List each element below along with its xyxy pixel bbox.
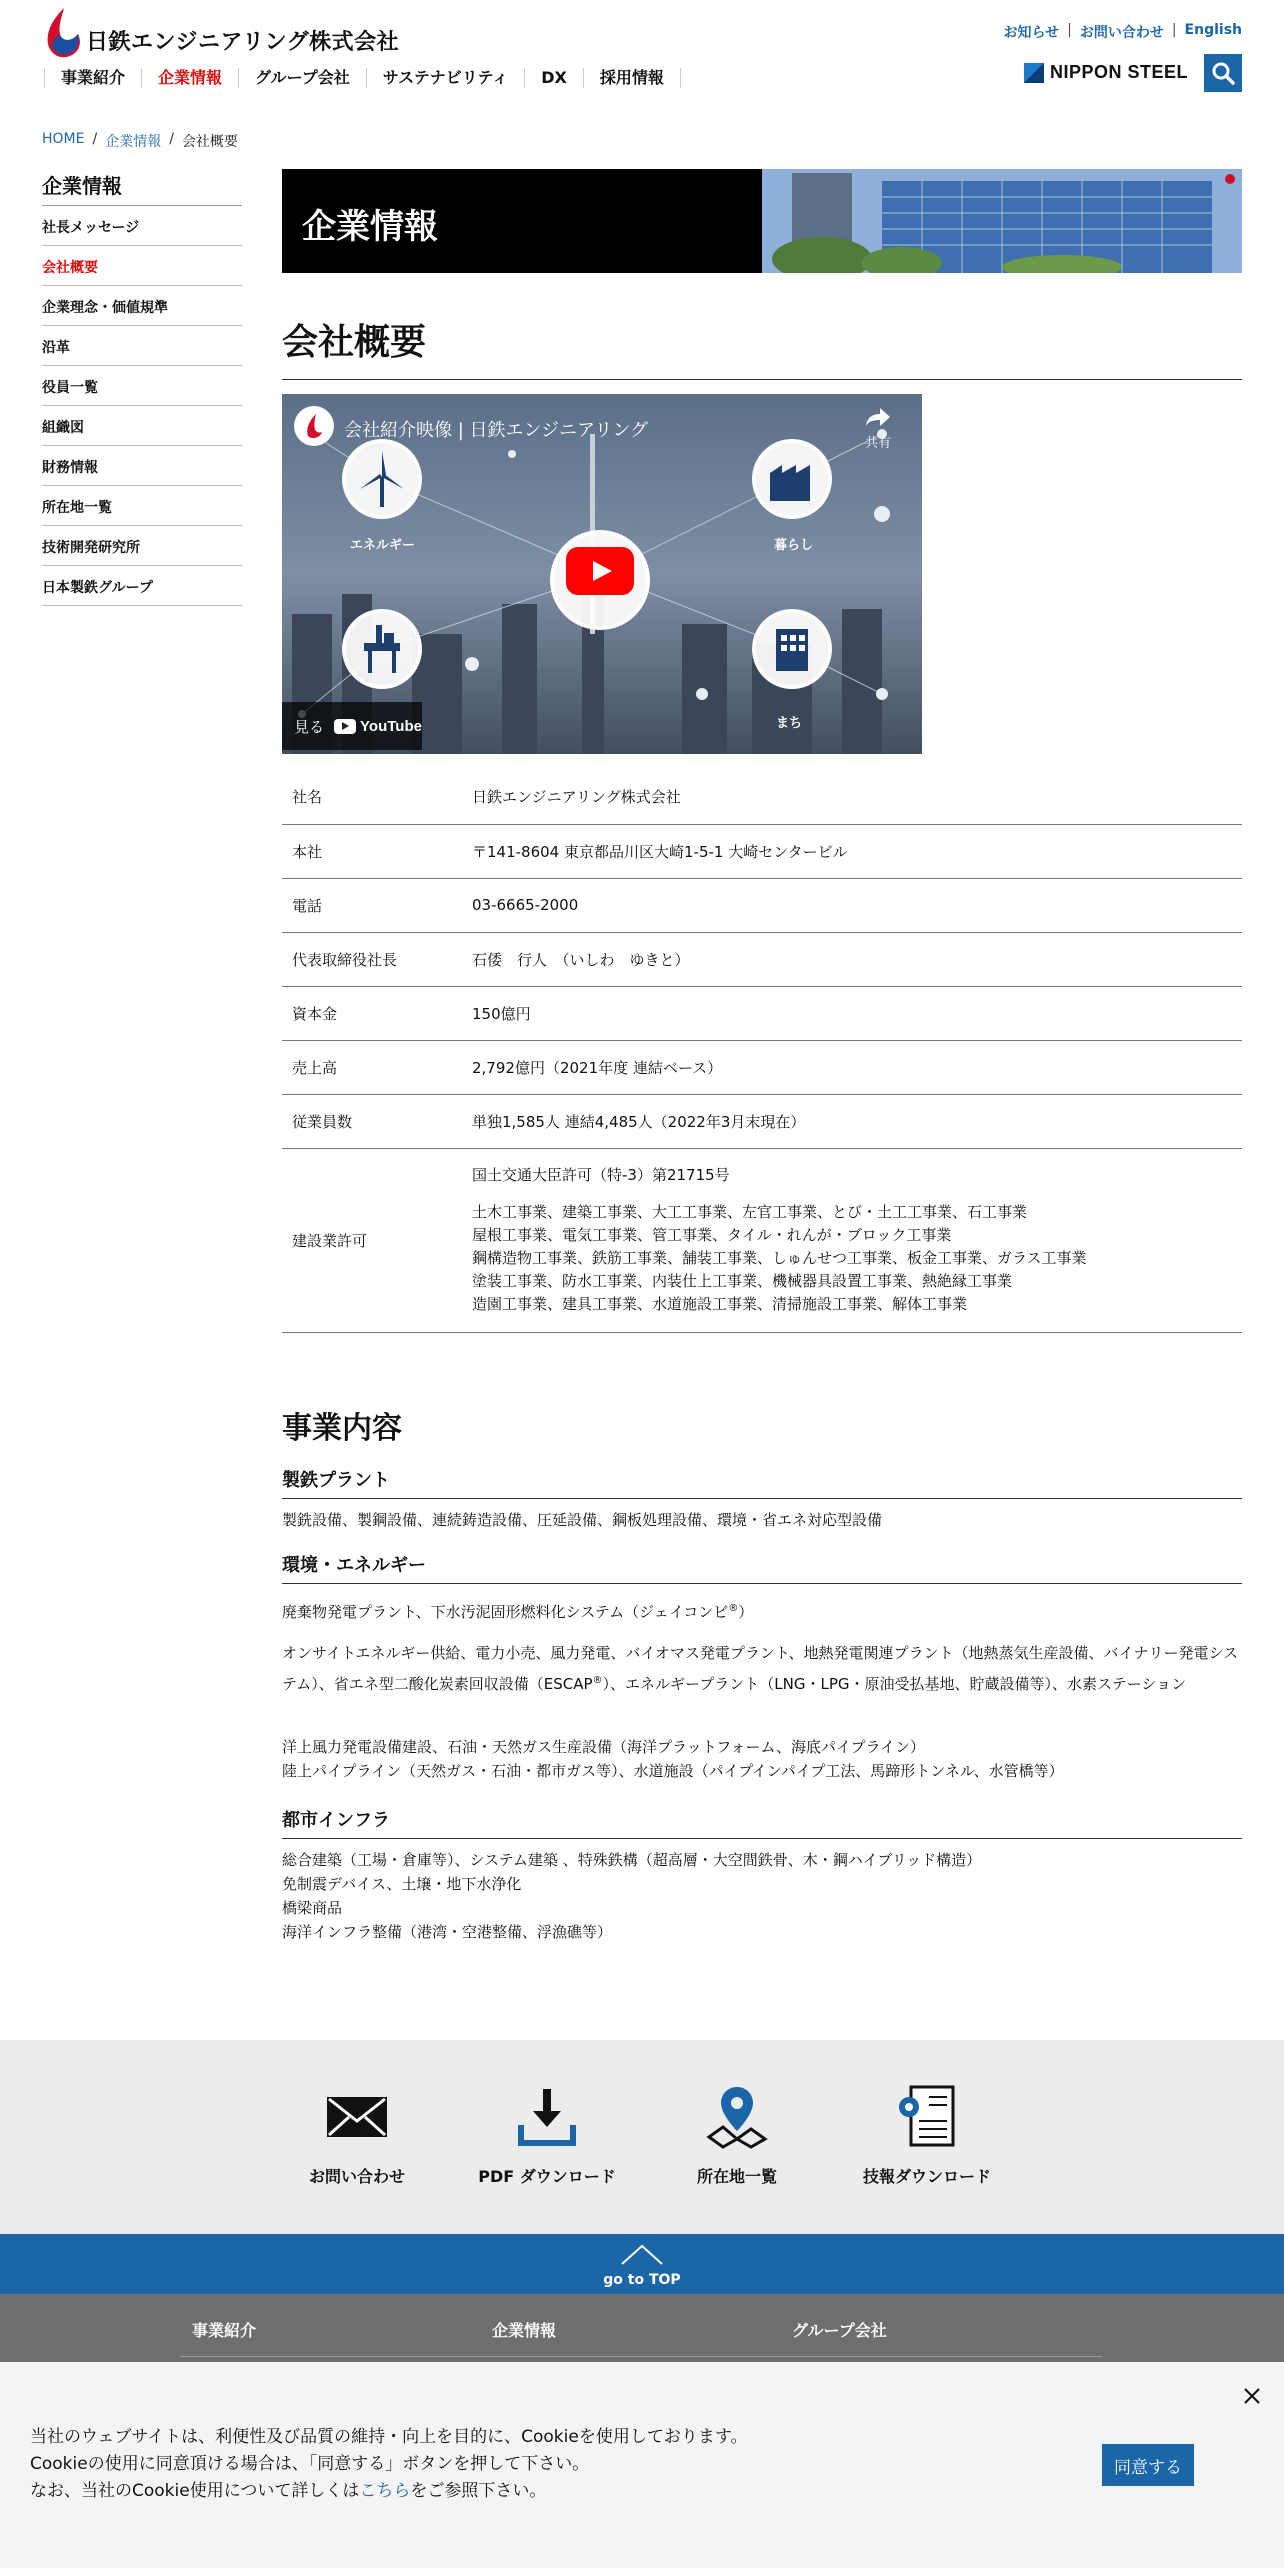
footer-contact-link[interactable] — [257, 2082, 457, 2187]
environment-text-1 — [282, 1597, 1242, 1624]
energy-label: エネルギー — [350, 538, 416, 553]
license-line: 造園工事業、建具工事業、水道施設工事業、清掃施設工事業、解体工事業 — [472, 1295, 968, 1313]
env-text-part: ） — [738, 1603, 754, 1621]
sidebar-item-profile[interactable]: 会社概要 — [42, 246, 242, 286]
profile-label: 電話 — [282, 878, 462, 932]
nippon-steel-mark-icon — [1024, 63, 1044, 83]
channel-avatar[interactable] — [294, 406, 334, 446]
footer-nav-corporate[interactable]: 企業情報 — [492, 2321, 557, 2340]
infra-line: 橋梁商品 — [282, 1899, 343, 1917]
share-button[interactable] — [864, 406, 892, 451]
chevron-up-icon — [620, 2242, 664, 2266]
infra-line: 海洋インフラ整備（港湾・空港整備、浮漁礁等） — [282, 1923, 613, 1941]
nippon-steel-logo[interactable] — [1024, 62, 1188, 83]
profile-value: 150億円 — [462, 986, 1242, 1040]
gnav-recruit[interactable]: 採用情報 — [584, 68, 681, 88]
share-label: 共有 — [864, 436, 891, 451]
main-content — [282, 169, 1242, 1941]
util-news-link[interactable]: お知らせ — [1003, 25, 1060, 41]
env-text-part: オンサイトエネルギー供給、電力小売、風力発電、バイオマス発電プラント、地熱発電関連プラント（地熱蒸気生産設備、バイナリー発電システム）、省エネ型二酸化炭素回収設備（ESCAP — [282, 1644, 1239, 1693]
table-row — [282, 770, 1242, 824]
cookie-line: 当社のウェブサイトは、利便性及び品質の維持・向上を目的に、Cookieを使用しております。 — [30, 2427, 748, 2447]
environment-text-2 — [282, 1639, 1242, 1698]
breadcrumb-current: 会社概要 — [181, 134, 238, 150]
video-title[interactable]: 会社紹介映像 | 日鉄エンジニアリング — [344, 420, 648, 441]
sidebar-item-financial[interactable]: 財務情報 — [42, 446, 242, 486]
footer-quick-links — [0, 2040, 1284, 2234]
breadcrumb-parent[interactable]: 企業情報 — [105, 134, 162, 150]
footer-techreport-label: 技報ダウンロード — [862, 2167, 991, 2186]
cookie-line: Cookieの使用に同意頂ける場合は、「同意する」ボタンを押して下さい。 — [30, 2454, 590, 2474]
urban-infra-text — [282, 1848, 1242, 1944]
cookie-banner — [0, 2362, 1284, 2568]
company-video-player[interactable] — [282, 394, 922, 754]
steel-plant-text: 製銑設備、製鋼設備、連続鋳造設備、圧延設備、鋼板処理設備、環境・省エネ対応型設備 — [282, 1511, 883, 1529]
company-name: 日鉄エンジニアリング株式会社 — [86, 29, 400, 55]
breadcrumb-separator: / — [169, 131, 174, 147]
breadcrumb-separator: / — [92, 131, 98, 147]
nippon-steel-text: NIPPON STEEL — [1050, 62, 1189, 82]
profile-label: 代表取締役社長 — [282, 932, 462, 986]
sidebar-item-officers[interactable]: 役員一覧 — [42, 366, 242, 406]
sidebar-item-history[interactable]: 沿革 — [42, 326, 242, 366]
environment-text-3 — [282, 1735, 1242, 1783]
profile-value: 単独1,585人 連結4,485人（2022年3月末現在） — [462, 1094, 1242, 1148]
profile-label: 従業員数 — [282, 1094, 462, 1148]
share-icon — [864, 406, 892, 428]
company-profile-table — [282, 770, 1242, 1333]
watch-on-youtube-button[interactable] — [282, 702, 422, 750]
env-text-part: ）、エネルギープラント（LNG・LPG・原油受払基地、貯蔵設備等）、水素ステーション — [602, 1675, 1187, 1693]
infra-line: 総合建築（工場・倉庫等）、システム建築 、特殊鉄構（超高層・大空間鉄骨、木・鋼ハイブリッド構造） — [282, 1851, 982, 1869]
steel-plant-heading: 製鉄プラント — [282, 1466, 1242, 1499]
go-to-top-label: go to TOP — [603, 2272, 681, 2288]
footer-divider — [180, 2356, 1102, 2357]
sidebar-item-organization[interactable]: 組織図 — [42, 406, 242, 446]
play-button[interactable] — [566, 547, 634, 595]
util-contact-link[interactable]: お問い合わせ — [1079, 25, 1164, 41]
go-to-top-button[interactable] — [0, 2234, 1284, 2294]
search-button[interactable] — [1204, 54, 1242, 92]
building-icon — [752, 609, 832, 689]
table-row — [282, 878, 1242, 932]
download-icon — [512, 2082, 582, 2152]
license-line: 土木工事業、建築工事業、大工工事業、左官工事業、とび・土工工事業、石工事業 — [472, 1203, 1028, 1221]
cookie-text-part: をご参照下さい。 — [410, 2481, 547, 2501]
table-row — [282, 824, 1242, 878]
site-header — [0, 0, 1284, 110]
search-icon — [1211, 61, 1235, 85]
gnav-business[interactable]: 事業紹介 — [44, 68, 142, 88]
company-logo[interactable] — [42, 6, 399, 60]
page-title: 会社概要 — [282, 314, 1242, 380]
profile-label: 本社 — [282, 824, 462, 878]
breadcrumb-home[interactable]: HOME — [42, 131, 85, 147]
util-separator: | — [1171, 22, 1177, 38]
infra-line: 免制震デバイス、土壌・地下水浄化 — [282, 1875, 522, 1893]
business-title: 事業内容 — [282, 1411, 402, 1446]
footer-pdf-label: PDF ダウンロード — [478, 2167, 616, 2186]
sidebar-title[interactable]: 企業情報 — [42, 170, 242, 206]
breadcrumb — [42, 131, 238, 151]
footer-nav-business[interactable]: 事業紹介 — [192, 2321, 257, 2340]
profile-value: 03-6665-2000 — [462, 878, 1242, 932]
license-value — [462, 1148, 1242, 1332]
cookie-message — [30, 2424, 747, 2505]
factory-icon — [752, 439, 832, 519]
sidebar — [42, 170, 242, 606]
cookie-line — [30, 2478, 747, 2505]
env-text-line: 洋上風力発電設備建設、石油・天然ガス生産設備（海洋プラットフォーム、海底パイプライン） — [282, 1738, 926, 1756]
youtube-logo — [334, 718, 422, 735]
table-row — [282, 986, 1242, 1040]
banner-title: 企業情報 — [302, 207, 438, 247]
cookie-policy-link[interactable]: こちら — [359, 2481, 411, 2501]
page-banner — [282, 169, 1242, 273]
table-row — [282, 1148, 1242, 1332]
registered-mark: ® — [728, 1603, 739, 1614]
sidebar-item-research[interactable]: 技術開発研究所 — [42, 526, 242, 566]
license-line: 屋根工事業、電気工事業、管工事業、タイル・れんが・ブロック工事業 — [472, 1226, 952, 1244]
living-label: 暮らし — [774, 538, 814, 553]
footer-contact-label: お問い合わせ — [308, 2167, 405, 2186]
map-pin-icon — [702, 2082, 772, 2152]
youtube-text: YouTube — [360, 717, 422, 735]
sidebar-item-message[interactable]: 社長メッセージ — [42, 206, 242, 246]
city-label: まち — [776, 716, 803, 731]
footer-nav-group[interactable]: グループ会社 — [792, 2321, 887, 2340]
gnav-corporate[interactable]: 企業情報 — [142, 68, 239, 88]
table-row — [282, 1094, 1242, 1148]
play-icon — [566, 547, 634, 595]
global-nav — [44, 68, 681, 88]
sidebar-item-locations[interactable]: 所在地一覧 — [42, 486, 242, 526]
utility-links — [1004, 22, 1242, 42]
license-line: 鋼構造物工事業、鉄筋工事業、舗装工事業、しゅんせつ工事業、板金工事業、ガラス工事業 — [472, 1249, 1087, 1267]
banner-building-photo — [762, 169, 1242, 273]
cookie-agree-button[interactable]: 同意する — [1102, 2444, 1194, 2486]
urban-infra-heading: 都市インフラ — [282, 1806, 1242, 1839]
profile-value: 石倭 行人 （いしわ ゆきと） — [462, 932, 1242, 986]
license-label: 建設業許可 — [282, 1148, 462, 1332]
profile-value: 2,792億円（2021年度 連結ベース） — [462, 1040, 1242, 1094]
license-line: 塗装工事業、防水工事業、内装仕上工事業、機械器具設置工事業、熱絶縁工事業 — [472, 1272, 1013, 1290]
license-number: 国土交通大臣許可（特-3）第21715号 — [472, 1166, 730, 1184]
profile-label: 資本金 — [282, 986, 462, 1040]
footer-locations-link[interactable] — [637, 2082, 837, 2187]
profile-label: 社名 — [282, 770, 462, 824]
footer-techreport-link[interactable] — [827, 2082, 1027, 2187]
gnav-dx[interactable]: DX — [525, 68, 584, 88]
youtube-icon — [334, 719, 356, 734]
profile-label: 売上高 — [282, 1040, 462, 1094]
envelope-icon — [322, 2082, 392, 2152]
offshore-platform-icon — [342, 609, 422, 689]
env-text-part: 廃棄物発電プラント、下水汚泥固形燃料化システム（ジェイコンビ — [282, 1603, 729, 1621]
sidebar-item-philosophy[interactable]: 企業理念・価値規準 — [42, 286, 242, 326]
footer-locations-label: 所在地一覧 — [696, 2167, 777, 2186]
profile-value: 〒141-8604 東京都品川区大崎1-5-1 大崎センタービル — [462, 824, 1242, 878]
cookie-text-part: なお、当社のCookie使用について詳しくは — [30, 2481, 360, 2501]
document-gear-icon — [892, 2082, 962, 2152]
profile-value: 日鉄エンジニアリング株式会社 — [462, 770, 1242, 824]
util-separator: | — [1067, 22, 1072, 38]
footer-pdf-link[interactable] — [447, 2082, 647, 2187]
gnav-sustainability[interactable]: サステナビリティ — [367, 68, 525, 88]
sidebar-item-group[interactable]: 日本製鉄グループ — [42, 566, 242, 606]
company-logo-mark-icon — [42, 6, 82, 60]
env-text-line: 陸上パイプライン（天然ガス・石油・都市ガス等）、水道施設（パイプインパイプ工法、馬蹄形トンネル、水管橋等） — [282, 1762, 1064, 1780]
wind-turbine-icon — [342, 439, 422, 519]
gnav-group[interactable]: グループ会社 — [239, 68, 367, 88]
watch-label: 見る — [294, 717, 325, 736]
table-row — [282, 1040, 1242, 1094]
environment-energy-heading: 環境・エネルギー — [282, 1551, 1242, 1584]
close-icon[interactable] — [1242, 2386, 1262, 2406]
registered-mark: ® — [592, 1675, 603, 1686]
table-row — [282, 932, 1242, 986]
util-english-link[interactable]: English — [1184, 22, 1242, 38]
